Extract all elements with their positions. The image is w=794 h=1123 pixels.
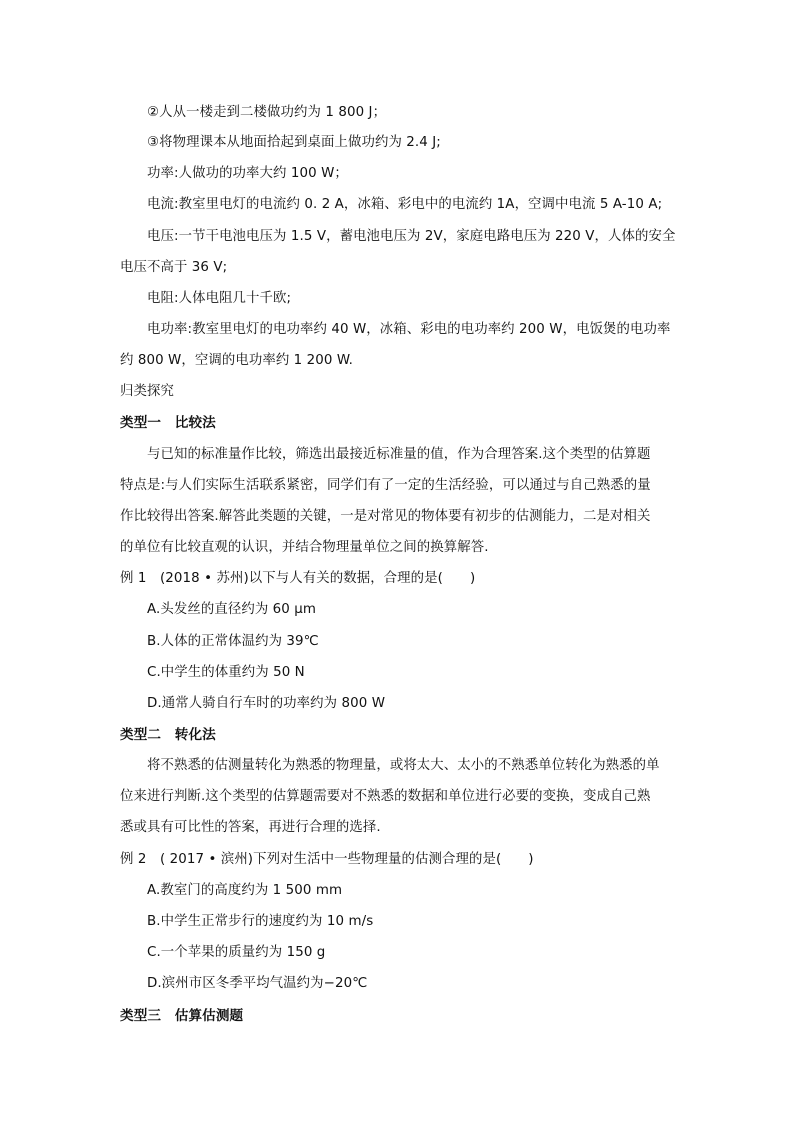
type1-heading: 类型一 比较法 [120,415,216,431]
type1-para-line1: 与已知的标准量作比较，筛选出最接近标准量的值，作为合理答案.这个类型的估算题 [147,447,651,462]
example1-option-d: D.通常人骑自行车时的功率约为 800 W [147,696,386,711]
type2-para-line1: 将不熟悉的估测量转化为熟悉的物理量，或将太大、太小的不熟悉单位转化为熟悉的单 [147,758,660,773]
type2-para-line3: 悉或具有可比性的答案，再进行合理的选择. [120,820,381,835]
example2-option-b: B.中学生正常步行的速度约为 10 m/s [147,914,374,929]
example2-option-a: A.教室门的高度约为 1 500 mm [147,883,343,898]
electric-power-line-cont: 约 800 W，空调的电功率约 1 200 W. [120,353,354,368]
type3-heading: 类型三 估算估测题 [120,1008,244,1024]
example2-option-c: C.一个苹果的质量约为 150 g [147,945,326,960]
example1-question: 例 1 (2018 • 苏州)以下与人有关的数据，合理的是( ) [120,571,476,586]
type1-para-line3: 作比较得出答案.解答此类题的关键，一是对常见的物体要有初步的估测能力，二是对相关 [120,509,651,524]
type2-heading: 类型二 转化法 [120,727,216,743]
example1-option-c: C.中学生的体重约为 50 N [147,665,305,680]
example1-option-b: B.人体的正常体温约为 39℃ [147,634,319,649]
voltage-line: 电压:一节干电池电压为 1.5 V，蓄电池电压为 2V，家庭电路电压为 220 V，人体的安全 [147,229,676,244]
example1-option-a: A.头发丝的直径约为 60 μm [147,602,317,617]
electric-power-line: 电功率:教室里电灯的电功率约 40 W，冰箱、彩电的电功率约 200 W，电饭煲的电功率 [147,322,671,337]
current-line: 电流:教室里电灯的电流约 0. 2 A，冰箱、彩电中的电流约 1A，空调中电流 5 A-10 A; [147,197,663,212]
example2-question: 例 2 ( 2017 • 滨州)下列对生活中一些物理量的估测合理的是( ) [120,852,534,867]
voltage-line-cont: 电压不高于 36 V; [120,260,228,275]
type1-para-line4: 的单位有比较直观的认识，并结合物理量单位之间的换算解答. [120,540,489,555]
work-stairs-line: ②人从一楼走到二楼做功约为 1 800 J； [147,105,387,120]
type2-para-line2: 位来进行判断.这个类型的估算题需要对不熟悉的数据和单位进行必要的变换，变成自己熟 [120,789,651,804]
example2-option-d: D.滨州市区冬季平均气温约为−20℃ [147,976,368,991]
work-textbook-line: ③将物理课本从地面拾起到桌面上做功约为 2.4 J; [147,135,441,150]
section-label-classification: 归类探究 [120,384,174,399]
power-line: 功率:人做功的功率大约 100 W； [147,166,348,181]
type1-para-line2: 特点是:与人们实际生活联系紧密，同学们有了一定的生活经验，可以通过与自己熟悉的量 [120,478,651,493]
resistance-line: 电阻:人体电阻几十千欧; [147,291,292,306]
